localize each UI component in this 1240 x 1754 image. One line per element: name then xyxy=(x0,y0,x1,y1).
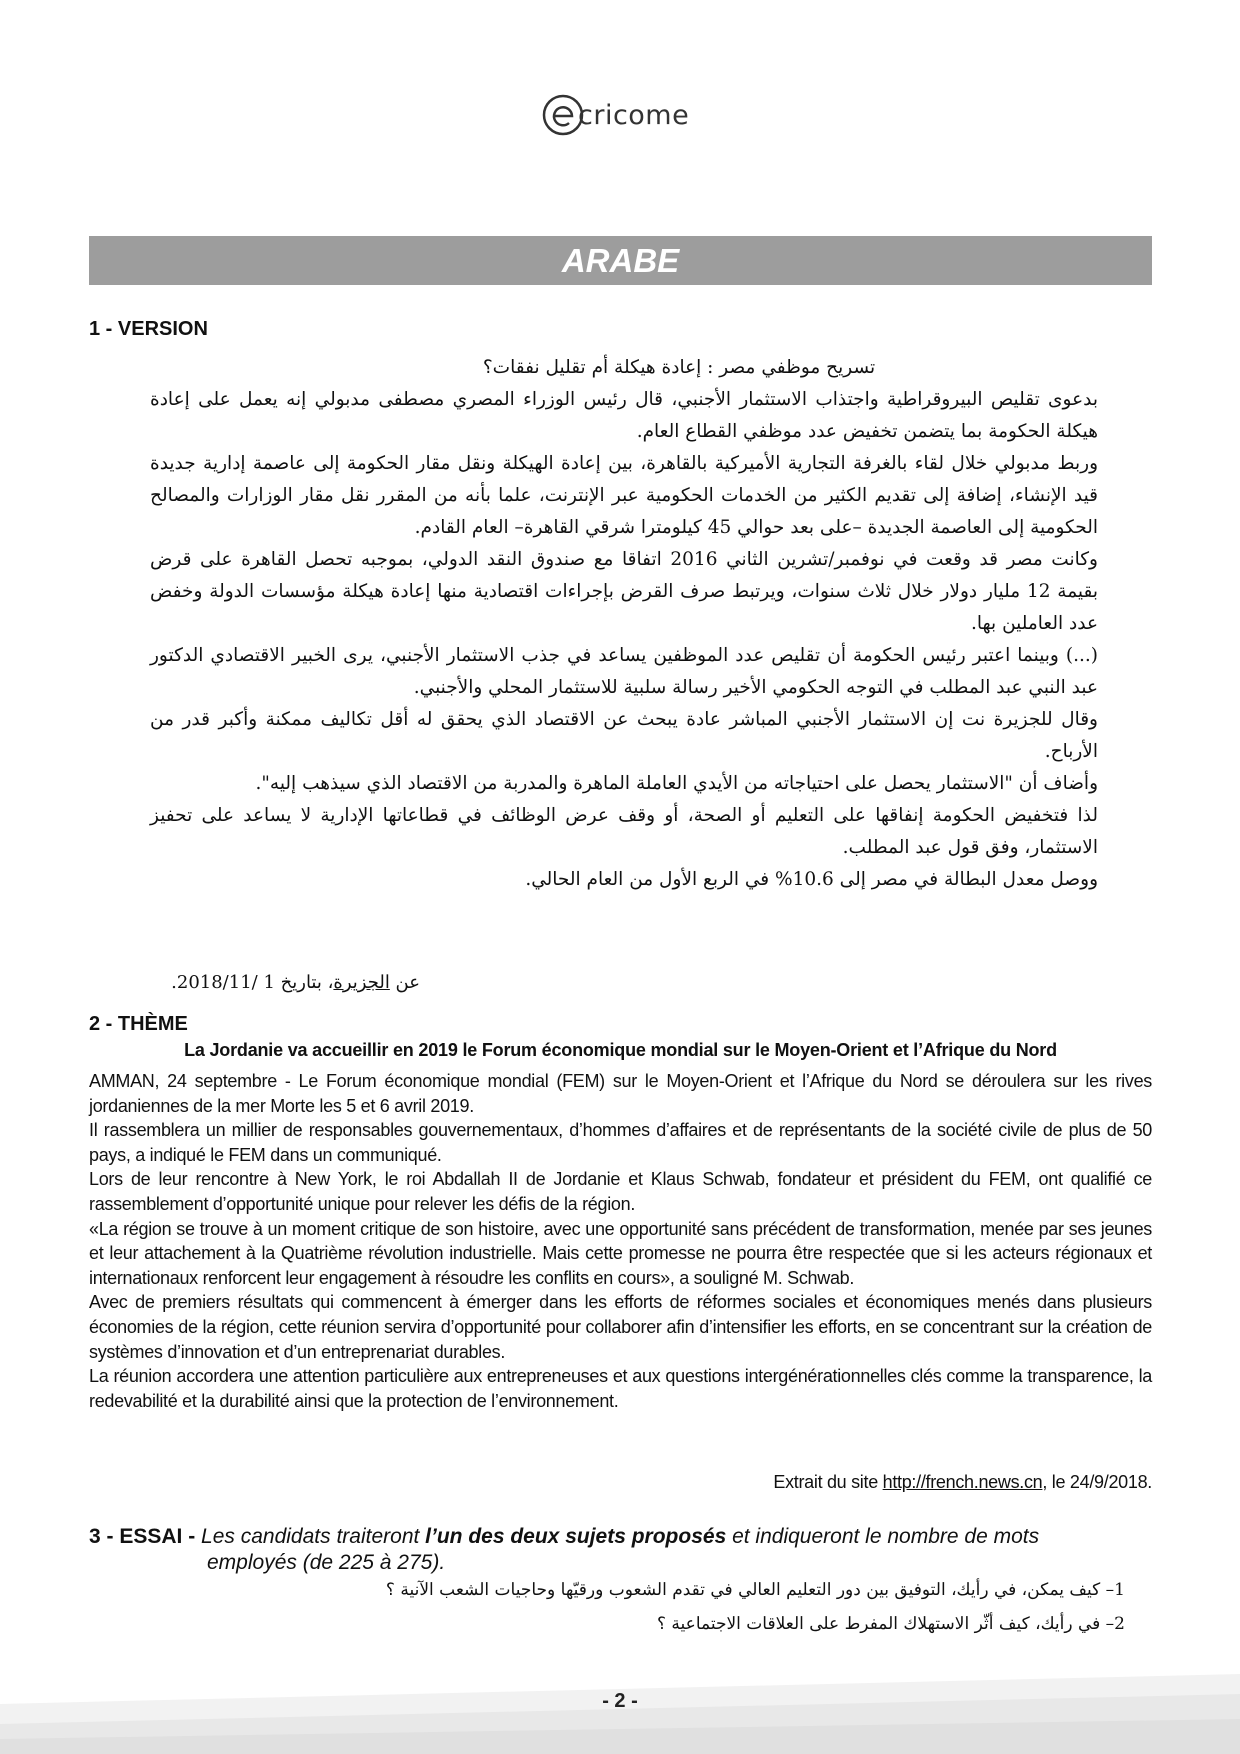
extract-prefix: Extrait du site xyxy=(773,1472,883,1492)
essai-heading: 3 - ESSAI - xyxy=(89,1525,202,1548)
version-text xyxy=(150,352,1098,896)
theme-paragraph: Lors de leur rencontre à New York, le roi Abdallah II de Jordanie et Klaus Schwab, fondateur et président du FEM, ont qualifié ce rassemblement d’opportunité unique pour relever les défis de la région. xyxy=(89,1169,1152,1214)
version-paragraph: وكانت مصر قد وقعت في نوفمبر/تشرين الثاني 2016 اتفاقا مع صندوق النقد الدولي، بموجبه تحصل القاهرة على قرض بقيمة 12 مليار دولار خلال ثلاث سنوات، ويرتبط صرف القرض بإجراءات اقتصادية منها إعادة هيكلة مؤسسات الدولة وخفض عدد العاملين بها. xyxy=(150,549,1098,634)
essai-intro-bold: l’un des deux sujets proposés xyxy=(425,1525,727,1548)
source-prefix: عن xyxy=(389,972,420,993)
essai-instructions xyxy=(89,1524,1152,1576)
source-date: ، بتاريخ 1 /2018/11. xyxy=(171,972,334,993)
version-paragraph: لذا فتخفيض الحكومة إنفاقها على التعليم أو الصحة، أو وقف عرض الوظائف في قطاعاتها الإدارية لا يساعد على تحفيز الاستثمار، وفق قول عبد المطلب. xyxy=(150,805,1098,858)
theme-paragraph: Il rassemblera un millier de responsables gouvernementaux, d’hommes d’affaires et de représentants de la société civile de plus de 50 pays, a indiqué le FEM dans un communiqué. xyxy=(89,1120,1152,1165)
theme-title: La Jordanie va accueillir en 2019 le Forum économique mondial sur le Moyen-Orient et l’Afrique du Nord xyxy=(184,1040,1057,1060)
theme-source xyxy=(89,1472,1152,1493)
essai-intro-end: et indiqueront le nombre de mots xyxy=(726,1525,1040,1548)
theme-paragraph: Avec de premiers résultats qui commencent à émerger dans les efforts de réformes sociales et économiques menés dans plusieurs économies de la région, cette réunion servira d’opportunité pour collaborer afin d’intensifier les efforts, en se concentrant sur la création de systèmes d’innovation et d’un entreprenariat durables. xyxy=(89,1292,1152,1362)
version-heading: 1 - VERSION xyxy=(89,318,208,340)
source-link[interactable]: http://french.news.cn xyxy=(882,1472,1043,1492)
version-paragraph: وربط مدبولي خلال لقاء بالغرفة التجارية الأميركية بالقاهرة، بين إعادة الهيكلة ونقل مقار الحكومة إلى عاصمة إدارية جديدة قيد الإنشاء، إضافة إلى تقديم الكثير من الخدمات الحكومية عبر الإنترنت، علما بأنه من المقرر نقل مقار الوزارات والمصالح الحكومية إلى العاصمة الجديدة –على بعد حوالي 45 كيلومترا شرقي القاهرة– العام القادم. xyxy=(150,453,1098,538)
theme-paragraph: AMMAN, 24 septembre - Le Forum économique mondial (FEM) sur le Moyen-Orient et l’Afrique du Nord se déroulera sur les rives jordaniennes de la mer Morte les 5 et 6 avril 2019. xyxy=(89,1071,1152,1116)
version-paragraph: بدعوى تقليص البيروقراطية واجتذاب الاستثمار الأجنبي، قال رئيس الوزراء المصري مصطفى مدبولي إنه يعمل على إعادة هيكلة الحكومة بما يتضمن تخفيض عدد موظفي القطاع العام. xyxy=(150,389,1098,442)
theme-text xyxy=(89,1069,1152,1413)
version-source xyxy=(150,972,420,993)
version-paragraph: وأضاف أن "الاستثمار يحصل على احتياجاته من الأيدي العاملة الماهرة والمدربة من الاقتصاد الذي سيذهب إليه". xyxy=(255,773,1098,794)
logo-text: cricome xyxy=(578,99,690,131)
page-number: - 2 - xyxy=(602,1690,638,1712)
version-title: تسريح موظفي مصر : إعادة هيكلة أم تقليل نفقات؟ xyxy=(482,357,876,378)
source-name: الجزيرة xyxy=(333,972,390,993)
theme-paragraph: «La région se trouve à un moment critique de son histoire, avec une opportunité sans précédent de transformation, menée par ses jeunes et leur attachement à la Quatrième révolution industrielle. Mais cette promesse ne pourra être respectée que si les acteurs régionaux et internationaux renforcent leur engagement à résoudre les conflits en cours», a souligné M. Schwab. xyxy=(89,1218,1152,1288)
essai-intro-line2: employés (de 225 à 275). xyxy=(207,1551,446,1574)
essai-topic: 1– كيف يمكن، في رأيك، التوفيق بين دور التعليم العالي في تقدم الشعوب ورقيّها وحاجيات الشعب الآنية ؟ xyxy=(385,1580,1125,1600)
essai-topics xyxy=(300,1580,1125,1648)
version-paragraph: (...) وبينما اعتبر رئيس الحكومة أن تقليص عدد الموظفين يساعد في جذب الاستثمار الأجنبي، يرى الخبير الاقتصادي الدكتور عبد النبي عبد المطلب في التوجه الحكومي الأخير رسالة سلبية للاستثمار المحلي والأجنبي. xyxy=(150,645,1098,698)
subject-banner: ARABE xyxy=(89,236,1152,285)
theme-heading: 2 - THÈME xyxy=(89,1013,188,1035)
theme-paragraph: La réunion accordera une attention particulière aux entrepreneuses et aux questions intergénérationnelles clés comme la transparence, la redevabilité et la durabilité ainsi que la protection de l’environnement. xyxy=(89,1366,1152,1411)
version-paragraph: ووصل معدل البطالة في مصر إلى 10.6% في الربع الأول من العام الحالي. xyxy=(525,869,1098,890)
essai-intro: Les candidats traiteront xyxy=(201,1525,426,1548)
ecricome-logo xyxy=(540,90,700,140)
essai-topic: 2– في رأيك، كيف أثّر الاستهلاك المفرط على العلاقات الاجتماعية ؟ xyxy=(657,1614,1125,1634)
version-paragraph: وقال للجزيرة نت إن الاستثمار الأجنبي المباشر عادة يبحث عن الاقتصاد الذي يحقق له أقل تكاليف ممكنة وأكبر قدر من الأرباح. xyxy=(150,709,1098,762)
extract-date: , le 24/9/2018. xyxy=(1042,1472,1152,1492)
